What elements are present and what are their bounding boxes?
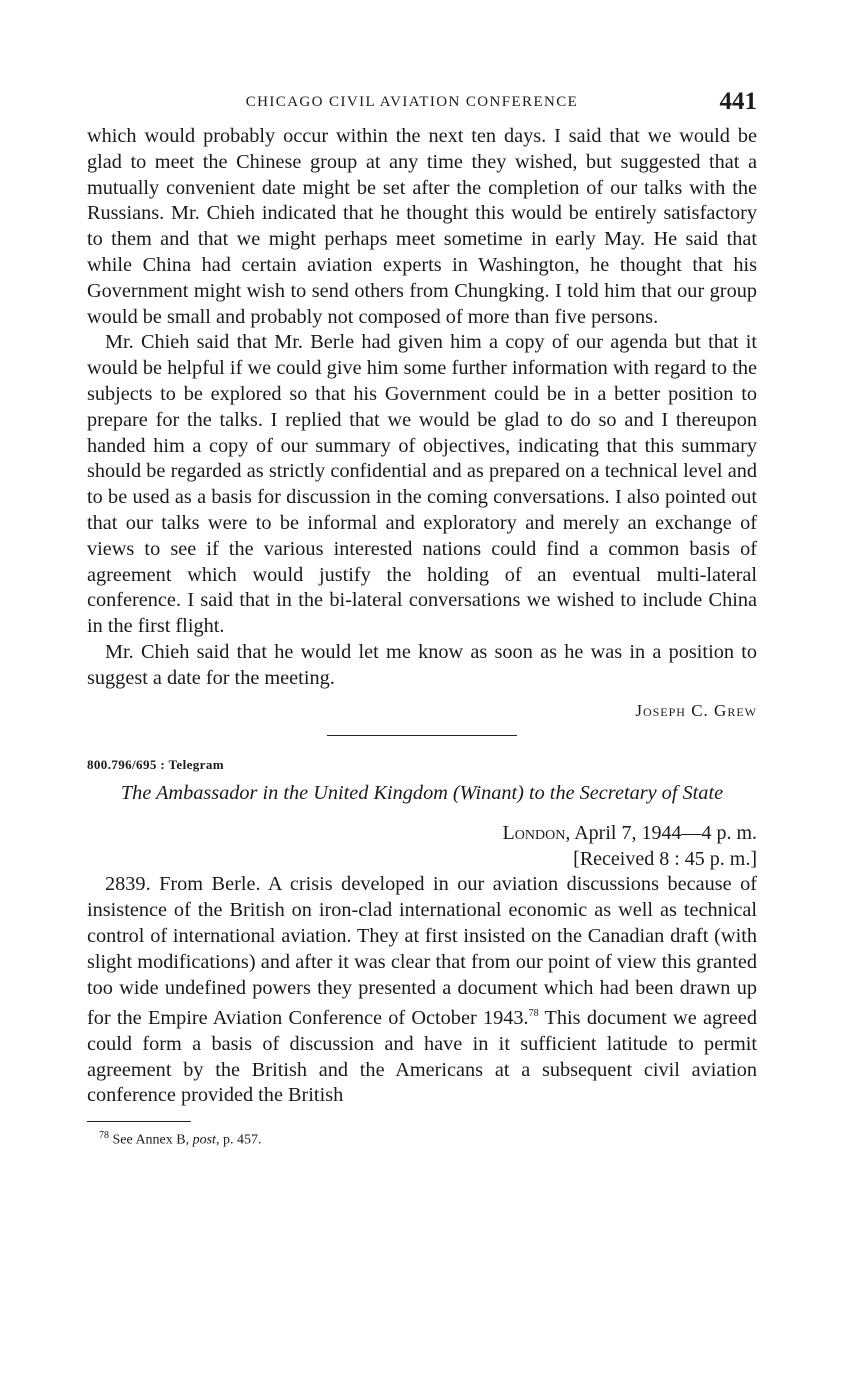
page-number: 441 <box>719 88 757 115</box>
footnote <box>87 1130 757 1149</box>
running-title: CHICAGO CIVIL AVIATION CONFERENCE <box>245 94 579 110</box>
footnote-text-italic: post <box>192 1132 216 1148</box>
document-title: The Ambassador in the United Kingdom (Winant) to the Secretary of State <box>120 781 724 804</box>
signature: Joseph C. Grew <box>635 700 757 720</box>
received-note: [Received 8 : 45 p. m.] <box>573 848 757 871</box>
footnote-text-2: , p. 457. <box>215 1132 262 1148</box>
telegram-text-part-2: This document we agreed could form a basis of discussion and have in it sufficient latitude to permit agreement by the British and the Americans at a subsequent civil aviation conference provided the British <box>87 1007 758 1107</box>
running-header <box>87 88 757 124</box>
file-reference: 800.796/695 : Telegram <box>87 756 224 772</box>
footnote-divider <box>87 1121 191 1122</box>
section-two-body <box>87 872 757 1109</box>
dateline <box>87 820 757 846</box>
footnote-marker: 78 <box>99 1130 109 1142</box>
telegram-text-part-1: 2839. From Berle. A crisis developed in our aviation discussions because of insistence of the British on iron-clad international economic as well as technical control of international aviation. They at first insisted on the Canadian draft (with slight modifications) and after it was clear that from our point of view this granted too wide undefined powers they presented a document which had been drawn up for the Empire Aviation Conference of October 1943. <box>87 873 757 1030</box>
section-divider <box>327 735 517 736</box>
paragraph-continued: which would probably occur within the next ten days. I said that we would be glad to meet the Chinese group at any time they wished, but suggested that a mutually convenient date might be set after the completion of our talks with the Russians. Mr. Chieh indicated that he thought this would be entirely satisfactory to them and that we might perhaps meet sometime in early May. He said that while China had certain aviation experts in Washington, he thought that his Government might wish to send others from Chungking. I told him that our group would be small and probably not composed of more than five persons. <box>87 125 757 328</box>
paragraph-telegram <box>87 872 757 1109</box>
dateline-date: , April 7, 1944—4 p. m. <box>565 822 757 845</box>
section-one-body <box>87 124 757 692</box>
footnote-text-1: See Annex B, <box>109 1132 193 1148</box>
dateline-place: London <box>502 822 566 845</box>
document-page <box>87 88 757 1149</box>
paragraph-agenda: Mr. Chieh said that Mr. Berle had given him a copy of our agenda but that it would be helpful if we could give him some further information with regard to the subjects to be explored so that his Government could be in a better position to prepare for the talks. I replied that we would be glad to do so and I thereupon handed him a copy of our summary of objectives, indicating that this summary should be regarded as strictly confidential and as prepared on a technical level and to be used as a basis for discussion in the coming conversations. I also pointed out that our talks were to be informal and exploratory and merely an exchange of views to see if the various interested nations could find a common basis of agreement which would justify the holding of an eventual multi-lateral conference. I said that in the bi-lateral conversations we wished to include China in the first flight. <box>87 331 757 638</box>
footnote-reference[interactable]: 78 <box>528 1008 539 1020</box>
paragraph-meeting-date: Mr. Chieh said that he would let me know as soon as he was in a position to suggest a date for the meeting. <box>87 640 757 689</box>
